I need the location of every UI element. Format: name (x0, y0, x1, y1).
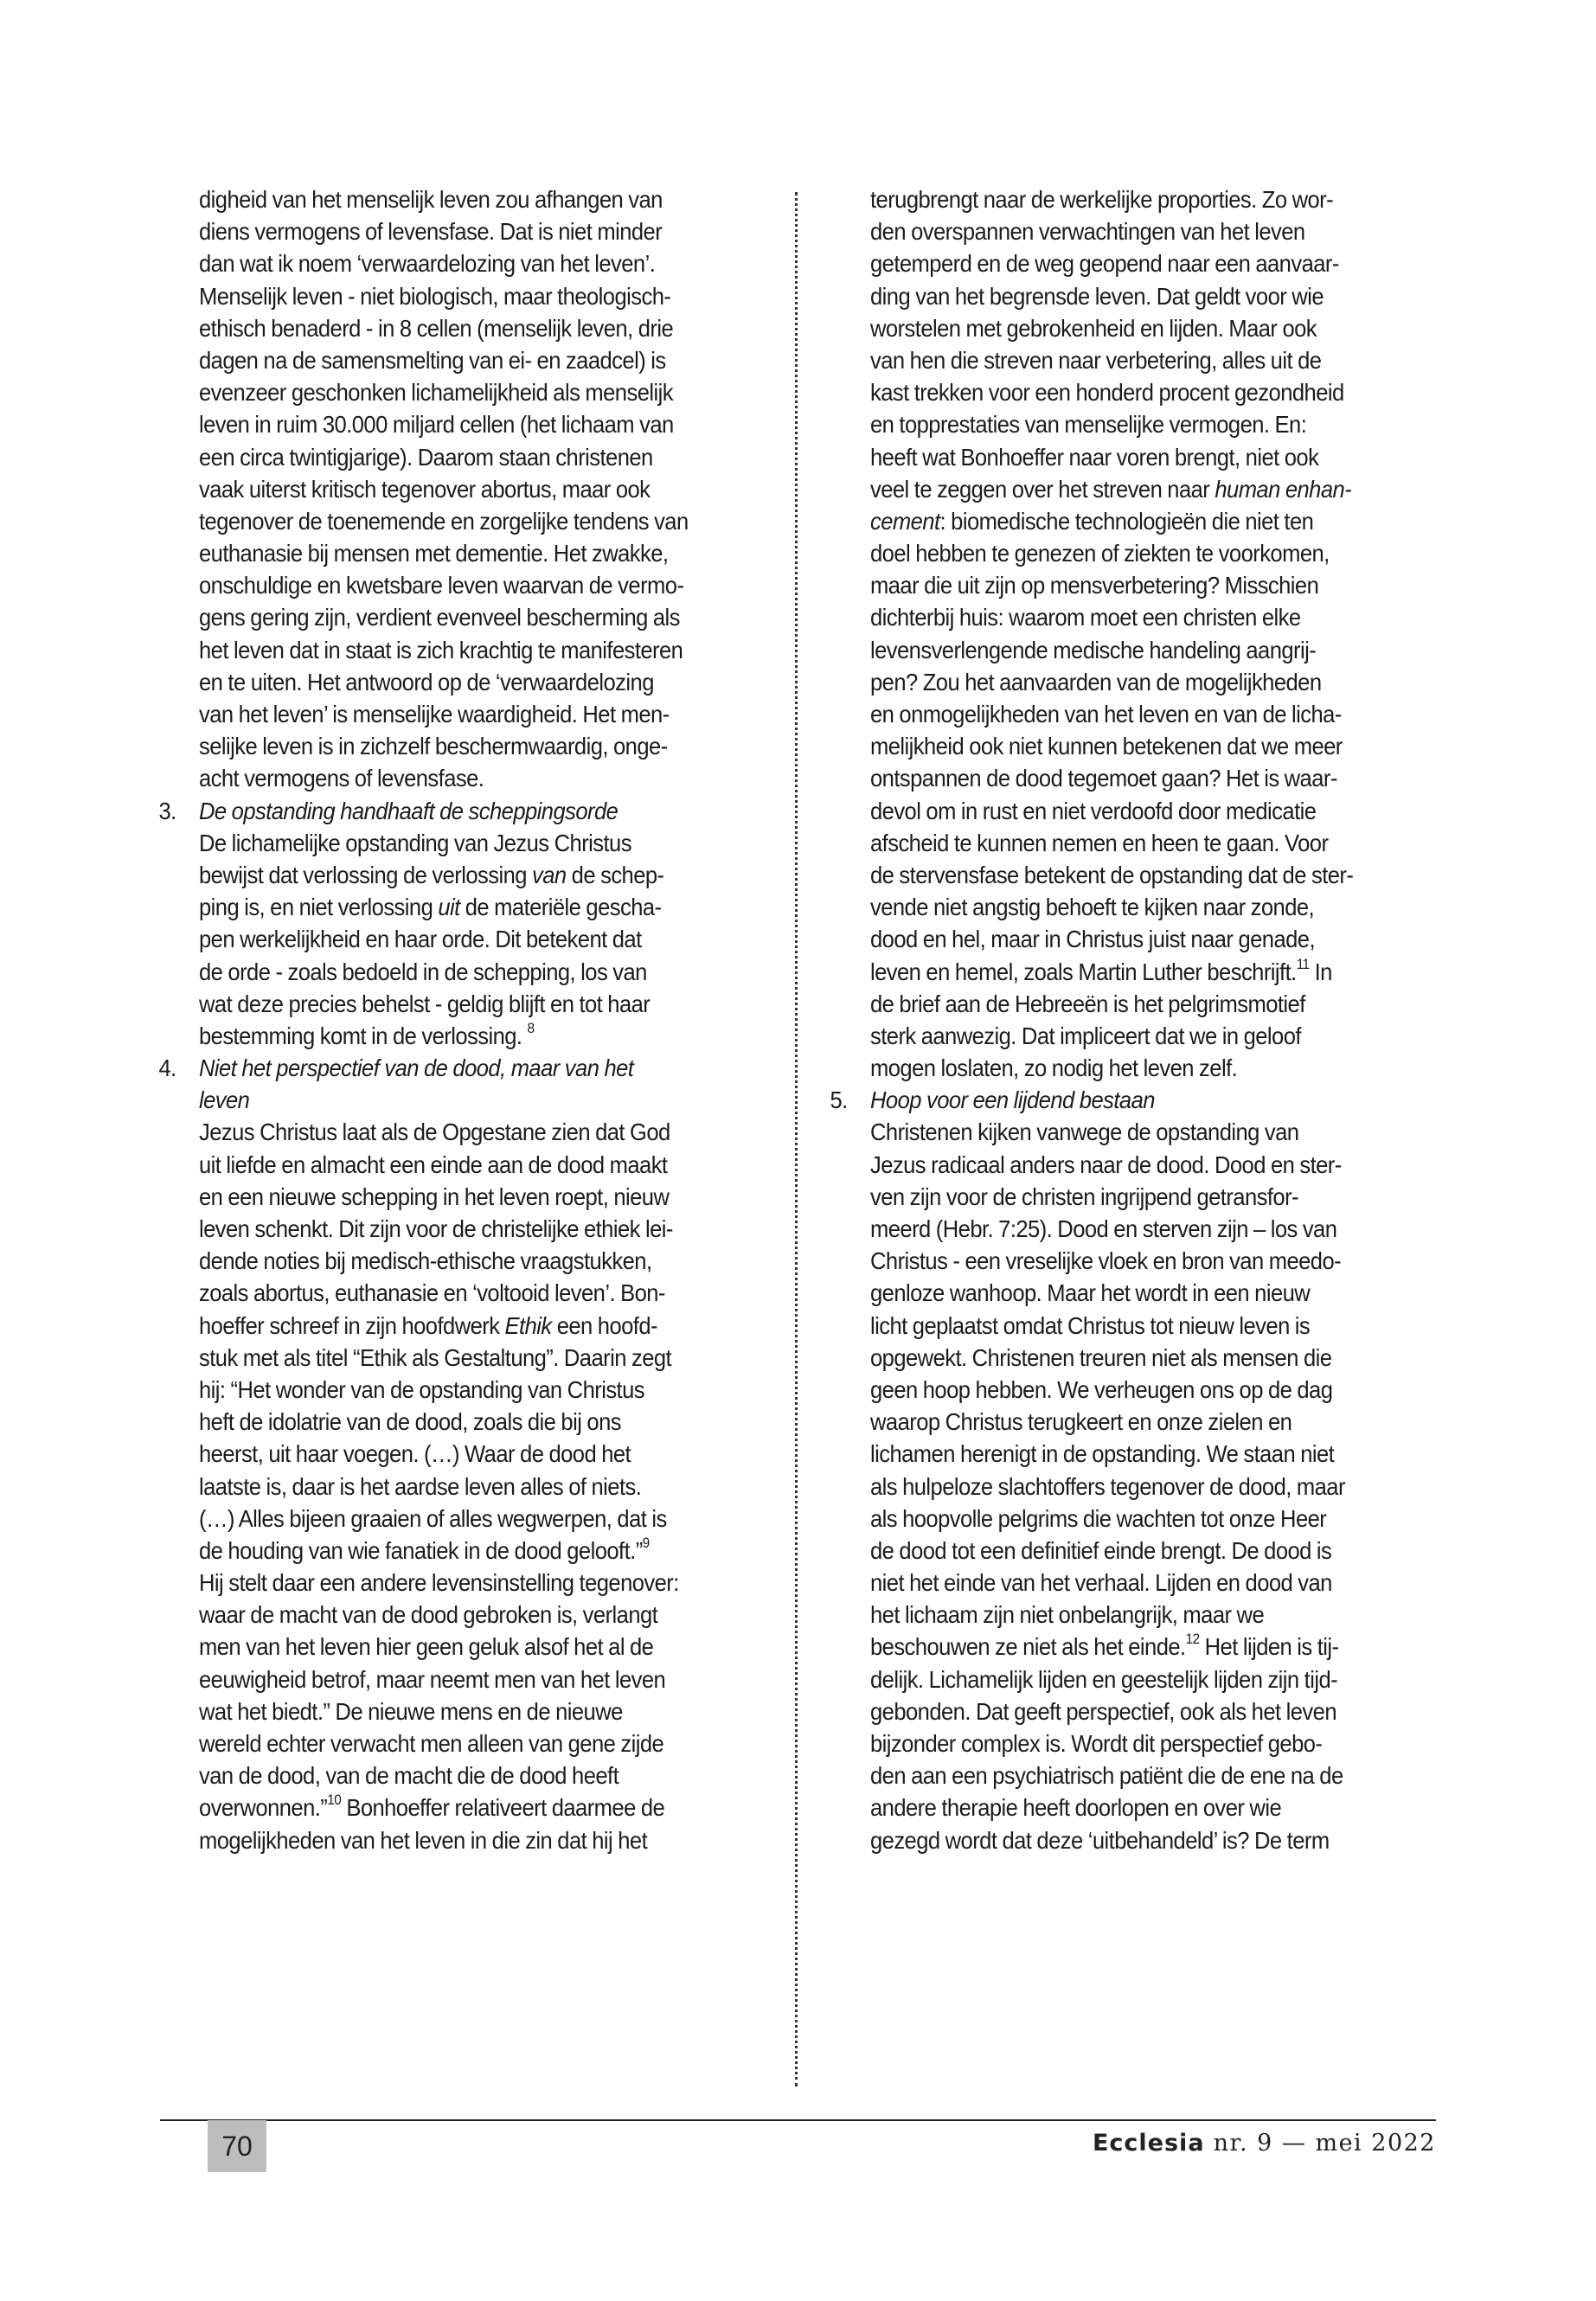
line-text: doel hebben te genezen of ziekten te voorkomen, (870, 540, 1330, 567)
line-text: eeuwigheid betrof, maar neemt men van het leven (199, 1665, 666, 1693)
line-text: genloze wanhoop. Maar het wordt in een nieuw (870, 1279, 1311, 1307)
text-line (199, 183, 714, 215)
text-line (199, 1020, 714, 1052)
text-line (199, 1084, 714, 1116)
text-line (199, 1631, 714, 1663)
line-text: niet het einde van het verhaal. Lijden en dood van (870, 1569, 1332, 1597)
text-line (870, 795, 1401, 827)
line-text: als hulpeloze slachtoffers tegenover de dood, maar (870, 1472, 1345, 1500)
text-line (199, 215, 714, 247)
line-text: tegenover de toenemende en zorgelijke tendens van (199, 507, 689, 535)
line-text: wat het biedt.” De nieuwe mens en de nieuwe (199, 1697, 623, 1725)
text-line (199, 1759, 714, 1791)
text-line (870, 441, 1401, 473)
line-text: het lichaam zijn niet onbelangrijk, maar we (870, 1601, 1265, 1629)
list-item-heading (158, 795, 714, 827)
line-text: De opstanding handhaaft de scheppingsorde (199, 797, 619, 824)
line-text: men van het leven hier geen geluk alsof het al de (199, 1633, 654, 1661)
list-number: 3. (158, 797, 176, 824)
line-text: vaak uiterst kritisch tegenover abortus, maar ook (199, 475, 651, 503)
text-line (199, 247, 714, 279)
text-line (870, 698, 1401, 730)
emphasis: human enhan- (1215, 475, 1352, 503)
line-text: wat deze precies behelst - geldig blijft en tot haar (199, 990, 651, 1017)
line-text: ethisch benaderd - in 8 cellen (menselijk leven, drie (199, 314, 674, 342)
text-line (199, 1567, 714, 1599)
text-line (199, 1406, 714, 1438)
line-text: de dood tot een definitief einde brengt. De dood is (870, 1536, 1332, 1564)
text-line (870, 827, 1401, 859)
line-text: heft de idolatrie van de dood, zoals die bij ons (199, 1408, 621, 1436)
text-line (870, 1342, 1401, 1374)
text-line (199, 1181, 714, 1213)
line-text: van het leven’ is menselijke waardigheid. Het men- (199, 701, 670, 727)
text-line (870, 634, 1401, 666)
text-line (870, 1791, 1401, 1823)
text-line (870, 1503, 1401, 1535)
text-line (199, 956, 714, 988)
text-line (870, 1277, 1401, 1309)
footnote-ref: 10 (327, 1792, 342, 1809)
text-line (870, 1245, 1401, 1277)
text-line (870, 762, 1401, 794)
line-text: geen hoop hebben. We verheugen ons op de dag (870, 1375, 1333, 1403)
line-text: dagen na de samensmelting van ei- en zaadcel) is (199, 346, 666, 374)
text-line (199, 1663, 714, 1695)
text-line (870, 1149, 1401, 1181)
line-text: heeft wat Bonhoeffer naar voren brengt, niet ook (870, 443, 1319, 471)
issue-info: nr. 9 — mei 2022 (1213, 2130, 1436, 2157)
text-line (870, 1116, 1401, 1148)
line-text: gens gering zijn, verdient evenveel bescherming als (199, 604, 680, 631)
text-line (199, 666, 714, 698)
text-line (870, 280, 1401, 312)
line-text: vende niet angstig behoeft te kijken naar zonde, (870, 894, 1315, 921)
footer-masthead (1093, 2130, 1436, 2157)
line-text: pen? Zou het aanvaarden van de mogelijkheden (870, 668, 1322, 695)
line-text: dood en hel, maar in Christus juist naar genade, (870, 926, 1316, 953)
line-text: bijzonder complex is. Wordt dit perspectief gebo- (870, 1730, 1323, 1757)
footer-rule (160, 2119, 1436, 2121)
text-line (870, 312, 1401, 344)
text-line (199, 441, 714, 473)
line-text: en een nieuwe schepping in het leven roept, nieuw (199, 1183, 670, 1210)
line-text: een circa twintigjarige). Daarom staan christenen (199, 443, 653, 471)
line-text: andere therapie heeft doorlopen en over wie (870, 1794, 1282, 1822)
text-line (870, 215, 1401, 247)
line-text: de brief aan de Hebreeën is het pelgrimsmotief (870, 990, 1305, 1017)
line-text: en onmogelijkheden van het leven en van de licha- (870, 701, 1342, 727)
line-text: opgewekt. Christenen treuren niet als mensen die (870, 1343, 1332, 1371)
text-line (199, 408, 714, 440)
text-line (199, 505, 714, 537)
footnote-ref: 9 (642, 1535, 650, 1551)
line-text: Niet het perspectief van de dood, maar van het (199, 1054, 634, 1082)
line-text: gebonden. Dat geeft perspectief, ook als het leven (870, 1697, 1336, 1725)
line-text: maar die uit zijn op mensverbetering? Misschien (870, 572, 1319, 599)
text-line (199, 634, 714, 666)
line-text: den aan een psychiatrisch patiënt die de ene na de (870, 1762, 1343, 1790)
line-text: zoals abortus, euthanasie en ‘voltooid leven’. Bon- (199, 1279, 665, 1307)
line-text: de orde - zoals bedoeld in de schepping, los van (199, 958, 647, 985)
text-line (870, 1213, 1401, 1245)
text-line (199, 730, 714, 762)
line-text: selijke leven is in zichzelf beschermwaardig, onge- (199, 733, 668, 760)
text-line (199, 1438, 714, 1470)
line-text: en topprestaties van menselijke vermogen. En: (870, 411, 1307, 439)
text-line (870, 1599, 1401, 1631)
text-line (199, 1599, 714, 1631)
line-text: afscheid te kunnen nemen en heen te gaan. Voor (870, 829, 1329, 856)
line-text: beschouwen ze niet als het einde. (870, 1633, 1186, 1661)
text-line (199, 1727, 714, 1759)
text-line (199, 344, 714, 376)
line-text: Jezus radicaal anders naar de dood. Dood en ster- (870, 1150, 1342, 1178)
text-line (870, 1181, 1401, 1213)
line-text: levensverlengende medische handeling aangrij- (870, 636, 1317, 663)
text-line (199, 473, 714, 505)
text-line (870, 569, 1401, 601)
text-line (870, 1824, 1401, 1856)
text-line (199, 1277, 714, 1309)
line-text: van hen die streven naar verbetering, alles uit de (870, 346, 1322, 374)
line-text: Jezus Christus laat als de Opgestane zien dat God (199, 1118, 670, 1146)
page-number: 70 (221, 2131, 253, 2162)
line-text: lichamen herenigt in de opstanding. We staan niet (870, 1440, 1335, 1468)
text-line (199, 1342, 714, 1374)
list-number: 4. (158, 1054, 176, 1082)
text-line (870, 1535, 1401, 1567)
line-text: meerd (Hebr. 7:25). Dood en sterven zijn – los van (870, 1215, 1337, 1242)
line-text: ding van het begrensde leven. Dat geldt voor wie (870, 282, 1324, 310)
line-text: waarop Christus terugkeert en onze zielen en (870, 1408, 1292, 1436)
line-text: stuk met als titel “Ethik als Gestaltung”. Daarin zegt (199, 1343, 672, 1371)
text-line (870, 1374, 1401, 1406)
text-line (199, 569, 714, 601)
line-text: dichterbij huis: waarom moet een christen elke (870, 604, 1301, 631)
line-text: ontspannen de dood tegemoet gaan? Het is waar- (870, 765, 1337, 792)
line-text: melijkheid ook niet kunnen betekenen dat we meer (870, 733, 1343, 760)
text-line (870, 537, 1401, 569)
text-line (199, 1471, 714, 1503)
text-line (199, 1213, 714, 1245)
line-text: worstelen met gebrokenheid en lijden. Maar ook (870, 314, 1317, 342)
text-line (870, 1727, 1401, 1759)
text-line (870, 183, 1401, 215)
line-text: het leven dat in staat is zich krachtig te manifesteren (199, 636, 683, 663)
text-line (199, 376, 714, 408)
line-text: Christus - een vreselijke vloek en bron van meedo- (870, 1247, 1342, 1275)
text-line (199, 827, 714, 859)
emphasis: uit (438, 894, 460, 921)
line-text-continued: : biomedische technologieën die niet ten (939, 507, 1314, 535)
line-text: De lichamelijke opstanding van Jezus Christus (199, 829, 631, 856)
line-text: als hoopvolle pelgrims die wachten tot onze Heer (870, 1504, 1327, 1532)
line-text-continued: In (1309, 958, 1332, 985)
text-line (199, 1535, 714, 1567)
text-line (199, 923, 714, 955)
footnote-ref: 12 (1185, 1631, 1200, 1648)
text-line (199, 1116, 714, 1148)
line-text: mogelijkheden van het leven in die zin dat hij het (199, 1826, 648, 1854)
text-line (199, 280, 714, 312)
text-line (199, 1149, 714, 1181)
line-text: hoeffer schreef in zijn hoofdwerk (199, 1311, 505, 1339)
text-line (870, 1471, 1401, 1503)
line-text: delijk. Lichamelijk lijden en geestelijk lijden zijn tijd- (870, 1665, 1338, 1693)
footnote-ref: 8 (527, 1020, 535, 1036)
text-line (199, 1503, 714, 1535)
text-line (870, 505, 1401, 537)
text-line (870, 666, 1401, 698)
line-text: Christenen kijken vanwege de opstanding van (870, 1118, 1299, 1146)
line-text: euthanasie bij mensen met dementie. Het zwakke, (199, 540, 669, 567)
line-text: evenzeer geschonken lichamelijkheid als menselijk (199, 379, 673, 407)
text-line (199, 1824, 714, 1856)
footnote-ref: 11 (1296, 956, 1310, 972)
text-line (870, 344, 1401, 376)
line-text: leven en hemel, zoals Martin Luther beschrijft. (870, 958, 1297, 985)
text-line (199, 1310, 714, 1342)
line-text: laatste is, daar is het aardse leven alles of niets. (199, 1472, 642, 1500)
line-text: waar de macht van de dood gebroken is, verlangt (199, 1601, 658, 1629)
text-line (199, 537, 714, 569)
page-number-box (208, 2120, 266, 2172)
emphasis: Ethik (504, 1311, 552, 1339)
text-line (199, 1245, 714, 1277)
line-text: terugbrengt naar de werkelijke proporties. Zo wor- (870, 186, 1334, 213)
line-text: leven schenkt. Dit zijn voor de christelijke ethiek lei- (199, 1215, 673, 1242)
line-text-continued: de schep- (566, 861, 664, 888)
line-text-continued: Bonhoeffer relativeert daarmee de (341, 1794, 665, 1822)
text-line (870, 891, 1401, 923)
line-text-continued: de materiële gescha- (459, 894, 662, 921)
text-line (199, 762, 714, 794)
line-text: overwonnen.” (199, 1794, 328, 1822)
line-text: getemperd en de weg geopend naar een aanvaar- (870, 250, 1339, 278)
text-line (199, 698, 714, 730)
text-line (199, 1791, 714, 1823)
line-text: diens vermogens of levensfase. Dat is niet minder (199, 218, 663, 246)
text-line (870, 1406, 1401, 1438)
line-text: Hij stelt daar een andere levensinstelling tegenover: (199, 1569, 679, 1597)
line-text-continued: een hoofd- (551, 1311, 657, 1339)
text-line (870, 859, 1401, 891)
text-line (870, 1631, 1401, 1663)
text-line (199, 1695, 714, 1727)
text-line (870, 988, 1401, 1020)
line-text: sterk aanwezig. Dat impliceert dat we in geloof (870, 1022, 1301, 1049)
line-text: (…) Alles bijeen graaien of alles wegwerpen, dat is (199, 1504, 667, 1532)
line-text: leven in ruim 30.000 miljard cellen (het lichaam van (199, 411, 674, 439)
line-text: wereld echter verwacht men alleen van gene zijde (199, 1730, 664, 1757)
list-item-heading (158, 1052, 714, 1084)
emphasis: cement (870, 507, 940, 535)
line-text: de stervensfase betekent de opstanding dat de ster- (870, 861, 1354, 888)
text-line (870, 1663, 1401, 1695)
line-text: onschuldige en kwetsbare leven waarvan de vermo- (199, 572, 684, 599)
text-line (870, 376, 1401, 408)
line-text: bestemming komt in de verlossing. (199, 1022, 528, 1049)
line-text: veel te zeggen over het streven naar (870, 475, 1215, 503)
line-text: devol om in rust en niet verdoofd door medicatie (870, 797, 1317, 824)
line-text: bewijst dat verlossing de verlossing (199, 861, 533, 888)
line-text: uit liefde en almacht een einde aan de dood maakt (199, 1150, 668, 1178)
line-text-continued: Het lijden is tij- (1199, 1633, 1339, 1661)
line-text: ven zijn voor de christen ingrijpend getransfor- (870, 1183, 1298, 1210)
line-text: kast trekken voor een honderd procent gezondheid (870, 379, 1344, 407)
text-line (199, 859, 714, 891)
text-line (199, 601, 714, 633)
text-line (870, 1052, 1401, 1084)
line-text: den overspannen verwachtingen van het leven (870, 218, 1305, 246)
line-text: ping is, en niet verlossing (199, 894, 439, 921)
right-column (830, 183, 1441, 1856)
text-line (870, 601, 1401, 633)
line-text: van de dood, van de macht die de dood heeft (199, 1762, 619, 1790)
line-text: hij: “Het wonder van de opstanding van Christus (199, 1375, 645, 1403)
text-line (870, 1567, 1401, 1599)
text-line (870, 1438, 1401, 1470)
list-item-heading (830, 1084, 1401, 1116)
column-divider (795, 192, 798, 2086)
line-text: Menselijk leven - niet biologisch, maar theologisch- (199, 282, 671, 310)
text-line (199, 312, 714, 344)
text-line (870, 956, 1401, 988)
line-text: de houding van wie fanatiek in de dood gelooft.” (199, 1536, 643, 1564)
line-text: acht vermogens of levensfase. (199, 765, 484, 792)
line-text: mogen loslaten, zo nodig het leven zelf. (870, 1054, 1238, 1082)
text-line (870, 730, 1401, 762)
line-text: leven (199, 1086, 250, 1114)
text-line (199, 1374, 714, 1406)
text-line (870, 1310, 1401, 1342)
emphasis: van (532, 861, 567, 888)
line-text: heerst, uit haar voegen. (…) Waar de dood het (199, 1440, 631, 1468)
line-text: Hoop voor een lijdend bestaan (870, 1086, 1155, 1114)
line-text: digheid van het menselijk leven zou afhangen van (199, 186, 663, 213)
text-line (870, 1020, 1401, 1052)
list-number: 5. (830, 1086, 848, 1114)
line-text: gezegd wordt dat deze ‘uitbehandeld’ is? De term (870, 1826, 1330, 1854)
text-line (870, 473, 1401, 505)
line-text: dan wat ik noem ‘verwaardelozing van het leven’. (199, 250, 656, 278)
publication-name: Ecclesia (1092, 2130, 1205, 2157)
line-text: en te uiten. Het antwoord op de ‘verwaardelozing (199, 668, 654, 695)
left-column (158, 183, 753, 1856)
line-text: dende noties bij medisch-ethische vraagstukken, (199, 1247, 652, 1275)
text-line (870, 1695, 1401, 1727)
text-line (870, 1759, 1401, 1791)
text-line (199, 891, 714, 923)
text-line (870, 247, 1401, 279)
line-text: pen werkelijkheid en haar orde. Dit betekent dat (199, 926, 642, 953)
text-line (199, 988, 714, 1020)
text-line (870, 923, 1401, 955)
line-text: licht geplaatst omdat Christus tot nieuw leven is (870, 1311, 1311, 1339)
text-line (870, 408, 1401, 440)
